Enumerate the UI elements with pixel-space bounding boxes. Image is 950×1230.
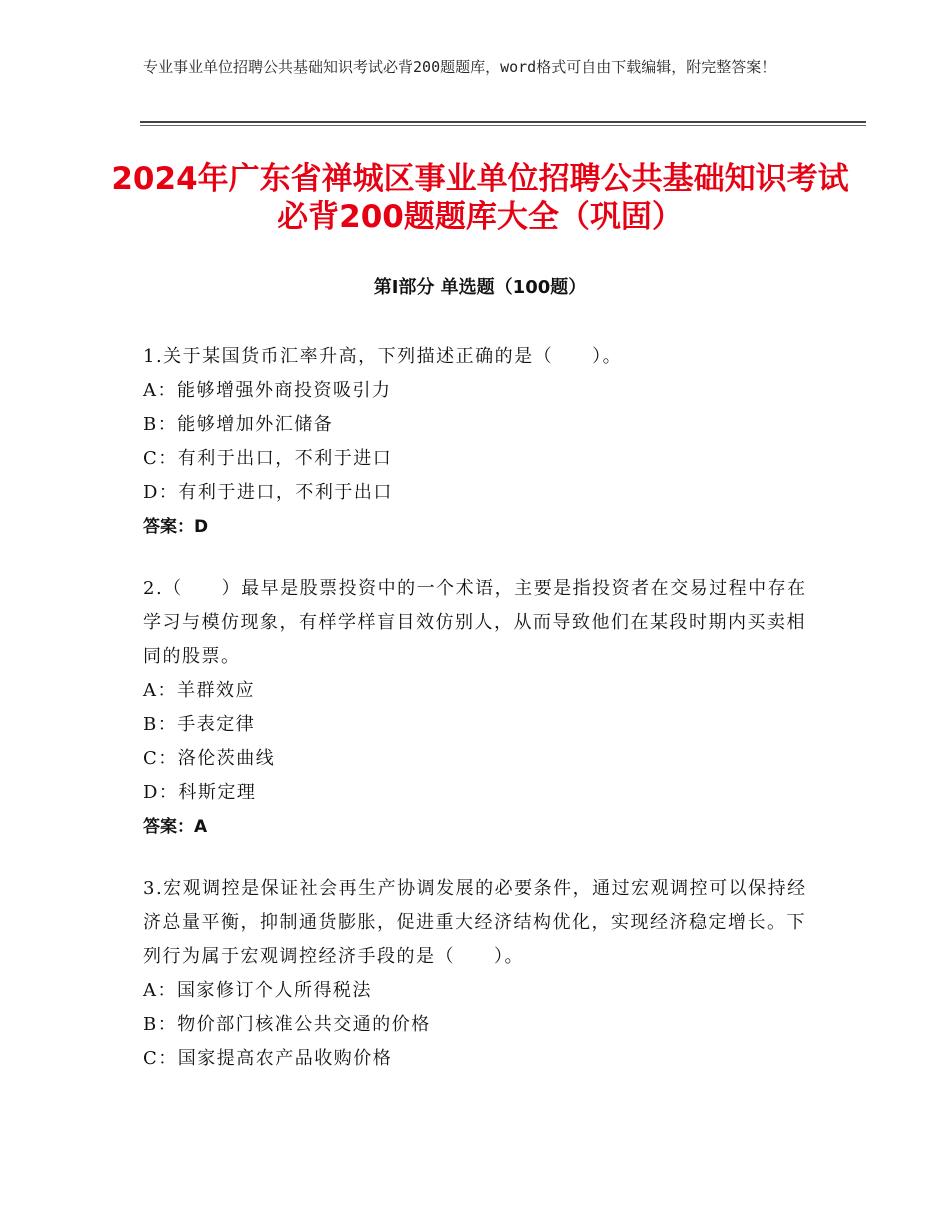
answer-line: 答案：D bbox=[143, 517, 209, 537]
header-note: 专业事业单位招聘公共基础知识考试必背200题题库，word格式可自由下载编辑，附完整答案！ bbox=[143, 58, 777, 76]
question-item bbox=[143, 340, 808, 544]
answer-line: 答案：A bbox=[143, 817, 208, 837]
section-title: 第Ⅰ部分 单选题（100题） bbox=[373, 277, 587, 298]
option-b: B：物价部门核准公共交通的价格 bbox=[143, 1014, 431, 1035]
question-list bbox=[143, 340, 808, 1104]
question-stem: 2.（ ）最早是股票投资中的一个术语，主要是指投资者在交易过程中存在学习与模仿现象，有样学样盲目效仿别人，从而导致他们在某段时期内买卖相同的股票。 bbox=[143, 578, 807, 667]
option-b: B：能够增加外汇储备 bbox=[143, 414, 334, 435]
option-b: B：手表定律 bbox=[143, 714, 256, 735]
header-rule-thick bbox=[140, 121, 866, 123]
question-stem: 1.关于某国货币汇率升高，下列描述正确的是（ ）。 bbox=[143, 346, 623, 367]
option-c: C：有利于出口，不利于进口 bbox=[143, 448, 393, 469]
header-rule-thin bbox=[140, 125, 866, 126]
option-a: A：羊群效应 bbox=[143, 680, 255, 701]
option-a: A：能够增强外商投资吸引力 bbox=[143, 380, 392, 401]
question-item bbox=[143, 872, 808, 1076]
option-a: A：国家修订个人所得税法 bbox=[143, 980, 372, 1001]
question-item bbox=[143, 572, 808, 844]
option-c: C：洛伦茨曲线 bbox=[143, 748, 276, 769]
option-d: D：有利于进口，不利于出口 bbox=[143, 482, 393, 503]
option-d: D：科斯定理 bbox=[143, 782, 257, 803]
document-title: 2024年广东省禅城区事业单位招聘公共基础知识考试必背200题题库大全（巩固） bbox=[111, 161, 849, 235]
question-stem: 3.宏观调控是保证社会再生产协调发展的必要条件，通过宏观调控可以保持经济总量平衡，抑制通货膨胀，促进重大经济结构优化，实现经济稳定增长。下列行为属于宏观调控经济手段的是（ ）。 bbox=[143, 878, 807, 967]
option-c: C：国家提高农产品收购价格 bbox=[143, 1048, 393, 1069]
